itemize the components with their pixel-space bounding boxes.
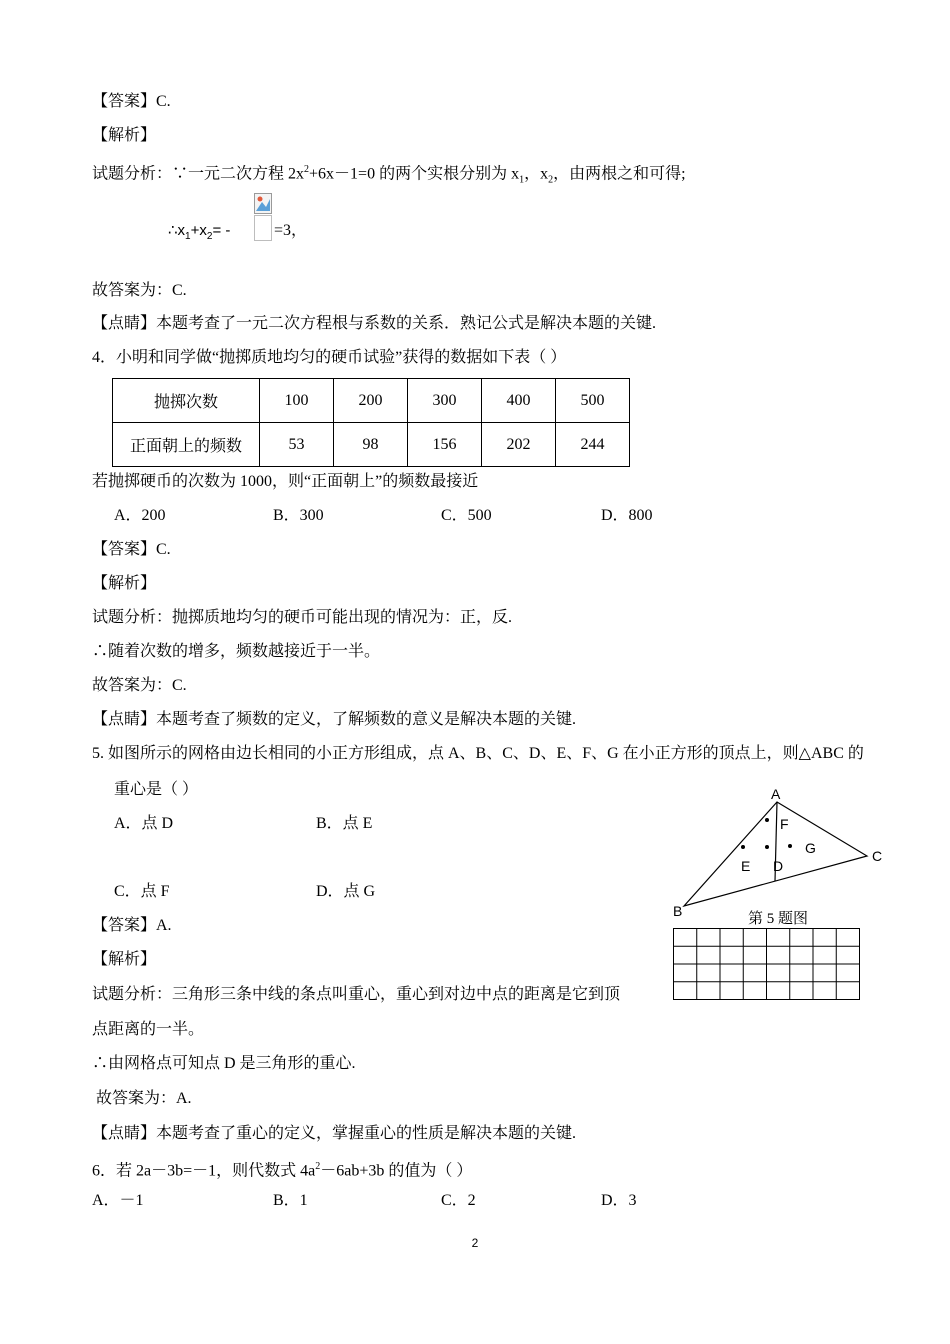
q3-formula-result: =3， <box>274 222 308 239</box>
q5-answer: 【答案】A. <box>92 917 172 934</box>
q3-analysis <box>92 160 686 191</box>
point-g-dot <box>788 844 792 848</box>
q3-comment: 【点睛】本题考查了一元二次方程根与系数的关系．熟记公式是解决本题的关键. <box>92 315 657 332</box>
q6-option-c: C．2 <box>441 1192 476 1209</box>
table-cell: 500 <box>556 379 630 423</box>
label-b: B <box>673 903 683 919</box>
q4-question: 若抛掷硬币的次数为 1000，则“正面朝上”的频数最接近 <box>92 473 479 490</box>
q5-analysis-label: 【解析】 <box>92 951 157 968</box>
q3-analysis-label: 【解析】 <box>92 127 157 144</box>
q3-analysis-sup: 2 <box>304 164 310 175</box>
table-cell: 抛掷次数 <box>113 379 260 423</box>
table-cell: 202 <box>482 423 556 467</box>
q4-conclusion: 故答案为：C. <box>92 677 187 694</box>
triangle-figure <box>660 780 900 930</box>
label-d: D <box>773 858 784 874</box>
q4-analysis-label: 【解析】 <box>92 575 157 592</box>
table-row <box>113 379 630 423</box>
q3-analysis-prefix: 试题分析：∵一元二次方程 2x <box>92 165 305 183</box>
q5-analysis-3: ∴由网格点可知点 D 是三角形的重心. <box>92 1055 356 1072</box>
table-cell: 53 <box>260 423 334 467</box>
figure-caption: 第 5 题图 <box>748 911 809 927</box>
table-cell: 98 <box>334 423 408 467</box>
q4-analysis-1: 试题分析：抛掷质地均匀的硬币可能出现的情况为：正，反. <box>92 609 513 626</box>
q4-option-d: D．800 <box>601 507 653 524</box>
q4-comment: 【点睛】本题考查了频数的定义，了解频数的意义是解决本题的关键. <box>92 711 577 728</box>
q3-formula <box>168 221 230 247</box>
q3-formula-b: +x <box>190 222 207 239</box>
q3-formula-sub1: 1 <box>185 231 191 242</box>
q3-sep: ，x <box>524 165 549 183</box>
q3-formula-c: = - <box>212 222 231 239</box>
q4-option-b: B．300 <box>273 507 324 524</box>
label-g: G <box>805 840 816 856</box>
table-cell: 正面朝上的频数 <box>113 423 260 467</box>
table-cell: 100 <box>260 379 334 423</box>
table-cell: 300 <box>408 379 482 423</box>
page-number: 2 <box>471 1236 479 1250</box>
table-cell: 200 <box>334 379 408 423</box>
point-d-dot <box>765 845 769 849</box>
q5-stem-1: 5. 如图所示的网格由边长相同的小正方形组成，点 A、B、C、D、E、F、G 在小正方形的顶点上，则△ABC 的 <box>92 745 864 762</box>
q6-option-d: D．3 <box>601 1192 637 1209</box>
q6-option-a: A．－1 <box>92 1192 144 1209</box>
broken-image-icon <box>254 193 272 241</box>
table-row <box>113 423 630 467</box>
q5-analysis-2: 点距离的一半。 <box>92 1021 205 1038</box>
q4-stem: 4．小明和同学做“抛掷质地均匀的硬币试验”获得的数据如下表（ ） <box>92 349 567 366</box>
q5-stem-2: 重心是（ ） <box>114 781 199 798</box>
frequency-table <box>112 378 630 467</box>
q5-option-a: A．点 D <box>114 815 174 832</box>
q3-sub2: 2 <box>548 174 554 186</box>
q5-conclusion: 故答案为：A. <box>96 1090 192 1107</box>
q6-stem <box>92 1157 472 1181</box>
point-e-dot <box>741 845 745 849</box>
label-c: C <box>872 848 883 864</box>
q3-analysis-mid: +6x－1=0 的两个实根分别为 x <box>309 165 520 183</box>
point-f-dot <box>765 818 769 822</box>
square-grid <box>673 928 861 1002</box>
label-e: E <box>741 858 751 874</box>
q3-analysis-suffix: ，由两根之和可得; <box>553 165 686 183</box>
q3-answer: 【答案】C. <box>92 93 171 110</box>
label-a: A <box>771 786 781 802</box>
q5-option-c: C．点 F <box>114 883 170 900</box>
label-f: F <box>780 816 789 832</box>
q5-analysis-1: 试题分析：三角形三条中线的条点叫重心，重心到对边中点的距离是它到顶 <box>92 986 621 1003</box>
q3-conclusion: 故答案为：C. <box>92 282 187 299</box>
q5-option-d: D．点 G <box>316 883 376 900</box>
table-cell: 244 <box>556 423 630 467</box>
q6-option-b: B．1 <box>273 1192 308 1209</box>
q6-stem-sup: 2 <box>315 1161 321 1172</box>
q6-stem-b: －6ab+3b 的值为（ ） <box>320 1162 473 1180</box>
q4-option-a: A．200 <box>114 507 166 524</box>
table-cell: 400 <box>482 379 556 423</box>
q4-answer: 【答案】C. <box>92 541 171 558</box>
q4-analysis-2: ∴随着次数的增多，频数越接近于一半。 <box>92 643 381 660</box>
q4-option-c: C．500 <box>441 507 492 524</box>
table-cell: 156 <box>408 423 482 467</box>
q3-formula-a: ∴x <box>168 222 186 239</box>
q5-comment: 【点睛】本题考查了重心的定义，掌握重心的性质是解决本题的关键. <box>92 1125 577 1142</box>
q3-formula-sub2: 2 <box>206 231 213 242</box>
q6-stem-a: 6．若 2a－3b=－1，则代数式 4a <box>92 1162 316 1180</box>
q3-sub1: 1 <box>519 174 525 186</box>
q5-option-b: B．点 E <box>316 815 373 832</box>
